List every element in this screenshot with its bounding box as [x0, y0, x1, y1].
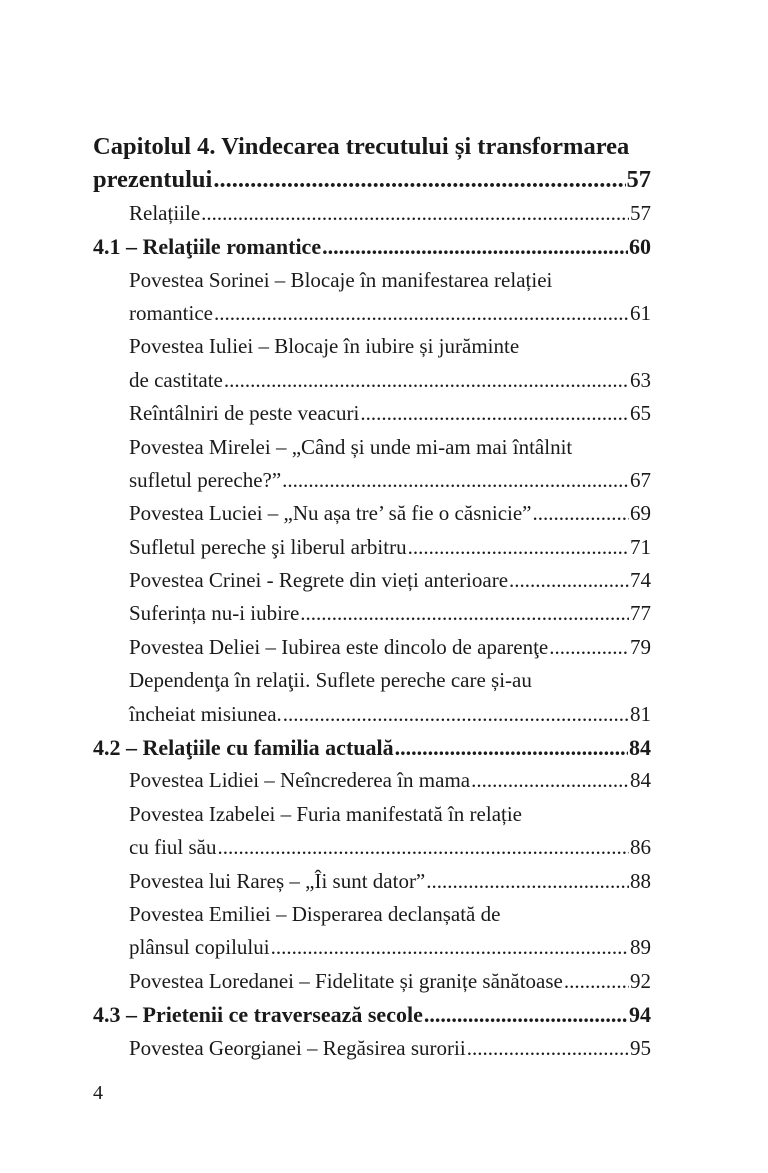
toc-entry-page: 71: [630, 534, 651, 559]
toc-entry-page: 67: [630, 467, 651, 492]
toc-entry-title: 4.1 – Relaţiile romantice: [93, 234, 322, 260]
toc-entry-page: 86: [630, 835, 651, 860]
toc-entry: [93, 898, 651, 931]
toc-entry-page: 92: [630, 968, 651, 993]
toc-entry-title: Povestea Georgianei – Regăsirea surorii: [129, 1035, 466, 1060]
toc-entry-title: Povestea Mirelei – „Când și unde mi-am mai întâlnit: [129, 434, 573, 459]
toc-leader-dots: [282, 464, 629, 497]
toc-entry: [93, 130, 651, 163]
toc-entry-page: 61: [630, 300, 651, 325]
toc-entry-page: 84: [629, 735, 651, 761]
toc-entry: [93, 564, 651, 597]
toc-entry-page: 95: [630, 1035, 651, 1060]
toc-leader-dots: [564, 965, 629, 998]
toc-leader-dots: [424, 998, 628, 1031]
toc-entry: [93, 431, 651, 464]
toc-leader-dots: [300, 597, 629, 630]
toc-leader-dots: [533, 497, 629, 530]
toc-entry-title: Povestea Iuliei – Blocaje în iubire și jurăminte: [129, 334, 520, 359]
toc-entry-title: sufletul pereche?”: [129, 467, 282, 492]
toc-entry-page: 94: [629, 1002, 651, 1028]
toc-leader-dots: [360, 397, 629, 430]
toc-leader-dots: [509, 564, 629, 597]
toc-leader-dots: [224, 364, 629, 397]
toc-entry-title: prezentului: [93, 166, 213, 194]
toc-entry-title: Povestea Emiliei – Disperarea declanșată de: [129, 901, 501, 926]
toc-entry-title: cu fiul său: [129, 835, 217, 860]
toc-entry-title: 4.2 – Relaţiile cu familia actuală: [93, 735, 394, 761]
toc-entry-page: 88: [630, 868, 651, 893]
toc-entry: [93, 197, 651, 230]
toc-leader-dots: [217, 831, 629, 864]
toc-entry-title: Povestea Izabelei – Furia manifestată în relație: [129, 801, 523, 826]
toc-entry: [93, 364, 651, 397]
toc-entry: [93, 531, 651, 564]
toc-entry-title: 4.3 – Prietenii ce traversează secole: [93, 1002, 423, 1028]
toc-entry: [93, 831, 651, 864]
toc-entry-title: Sufletul pereche şi liberul arbitru: [129, 534, 407, 559]
toc-entry-title: Suferința nu-i iubire: [129, 601, 300, 626]
toc-leader-dots: [549, 631, 629, 664]
toc-entry: [93, 731, 651, 764]
toc-entry-title: Relațiile: [129, 200, 201, 225]
toc-entry: [93, 698, 651, 731]
toc-entry-page: 77: [630, 601, 651, 626]
toc-entry: [93, 798, 651, 831]
toc-entry-title: Povestea Lidiei – Neîncrederea în mama: [129, 768, 471, 793]
toc-entry: [93, 1032, 651, 1065]
table-of-contents: [93, 130, 651, 1065]
toc-entry-title: Povestea Luciei – „Nu așa tre’ să fie o căsnicie”: [129, 501, 532, 526]
toc-entry-page: 57: [630, 200, 651, 225]
toc-entry-page: 63: [630, 367, 651, 392]
toc-leader-dots: [214, 297, 629, 330]
toc-leader-dots: [213, 163, 625, 196]
toc-entry: [93, 297, 651, 330]
toc-entry-title: Povestea Crinei - Regrete din vieți anterioare: [129, 568, 509, 593]
toc-leader-dots: [322, 230, 628, 263]
toc-entry: [93, 865, 651, 898]
toc-entry-title: Povestea Sorinei – Blocaje în manifestarea relației: [129, 267, 553, 292]
toc-leader-dots: [467, 1032, 629, 1065]
toc-entry: [93, 764, 651, 797]
toc-leader-dots: [408, 531, 629, 564]
toc-entry: [93, 597, 651, 630]
toc-entry-page: 89: [630, 935, 651, 960]
toc-entry-page: 74: [630, 568, 651, 593]
toc-leader-dots: [271, 931, 629, 964]
toc-entry-title: Povestea lui Rareș – „Îi sunt dator”: [129, 868, 426, 893]
toc-leader-dots: [471, 764, 629, 797]
toc-entry-title: de castitate: [129, 367, 223, 392]
toc-entry: [93, 965, 651, 998]
toc-entry-title: Capitolul 4. Vindecarea trecutului și transformarea: [93, 133, 630, 160]
toc-entry: [93, 497, 651, 530]
toc-entry-title: Dependenţa în relaţii. Suflete pereche care și-au: [129, 668, 532, 693]
toc-leader-dots: [201, 197, 629, 230]
toc-entry-title: Reîntâlniri de peste veacuri: [129, 401, 360, 426]
toc-entry: [93, 998, 651, 1031]
toc-leader-dots: [395, 731, 628, 764]
toc-entry: [93, 163, 651, 196]
toc-entry-page: 60: [629, 234, 651, 260]
toc-entry-title: Povestea Loredanei – Fidelitate și granițe sănătoase: [129, 968, 563, 993]
toc-entry-title: plânsul copilului: [129, 935, 270, 960]
toc-entry-page: 69: [630, 501, 651, 526]
toc-entry-page: 79: [630, 634, 651, 659]
toc-entry-page: 84: [630, 768, 651, 793]
toc-leader-dots: [426, 865, 629, 898]
toc-entry: [93, 264, 651, 297]
toc-entry-page: 57: [626, 166, 651, 194]
toc-entry: [93, 230, 651, 263]
page-number: 4: [93, 1082, 103, 1104]
toc-entry: [93, 330, 651, 363]
toc-entry-title: Povestea Deliei – Iubirea este dincolo de aparenţe: [129, 634, 549, 659]
toc-entry: [93, 664, 651, 697]
toc-leader-dots: [283, 698, 629, 731]
toc-entry: [93, 931, 651, 964]
toc-entry: [93, 631, 651, 664]
toc-entry-title: romantice: [129, 300, 213, 325]
toc-entry-title: încheiat misiunea.: [129, 701, 282, 726]
toc-entry: [93, 464, 651, 497]
toc-entry-page: 81: [630, 701, 651, 726]
toc-entry: [93, 397, 651, 430]
toc-entry-page: 65: [630, 401, 651, 426]
